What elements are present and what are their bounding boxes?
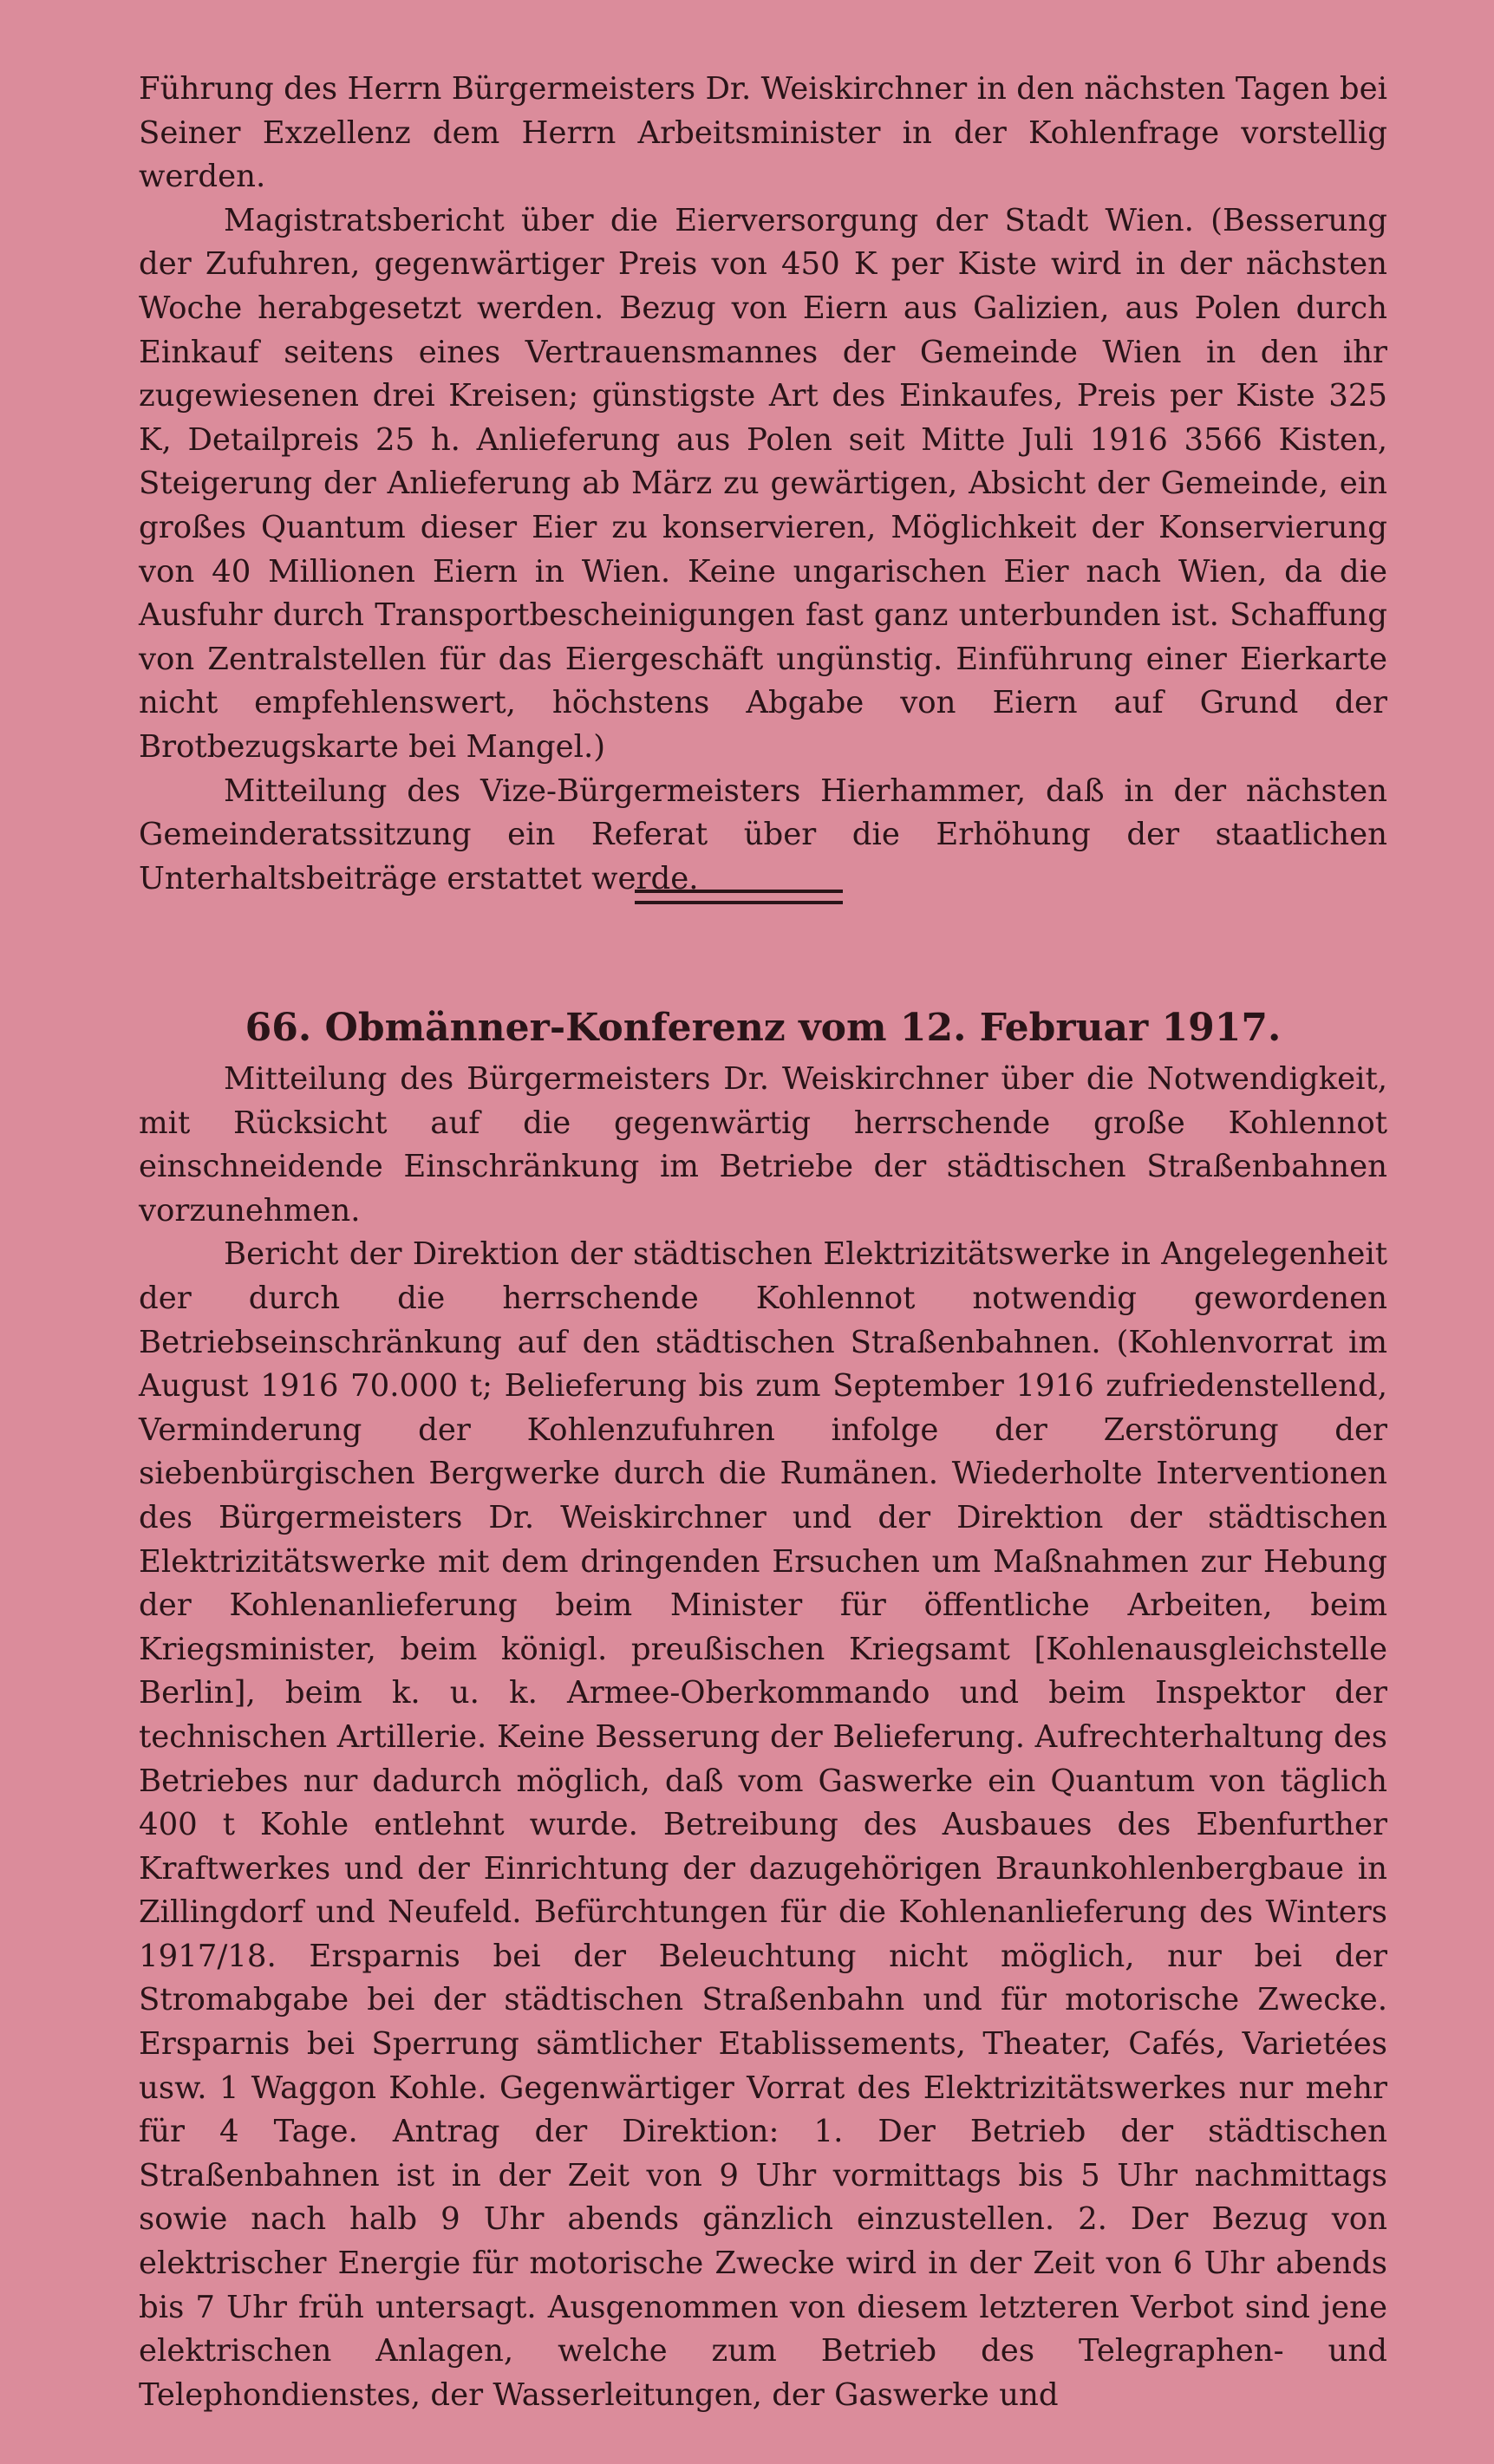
section-divider-bottom-line [635,901,843,904]
paragraph-direction-report: Bericht der Direktion der städtischen Elektrizitätswerke in Angelegenheit der durch die herrschende Kohlennot notwendig gewordenen Betriebseinschränkung auf den städtischen Straßenbahnen. (Kohlenvorrat im August 1916 70.000 t; Belieferung bis zum September 1916 zufriedenstellend, Verminderung der Kohlenzufuhren infolge der Zerstörung der siebenbürgischen Bergwerke durch die Rumänen. Wiederholte Interventionen des Bürgermeisters Dr. Weiskirchner und der Direktion der städtischen Elektrizitätswerke mit dem dringenden Ersuchen um Maßnahmen zur Hebung der Kohlenanlieferung beim Minister für öffentliche Arbeiten, beim Kriegsminister, beim königl. preußischen Kriegsamt [Kohlenausgleichstelle Berlin], beim k. u. k. Armee-Oberkommando und beim Inspektor der technischen Artillerie. Keine Besserung der Belieferung. Aufrechterhaltung des Betriebes nur dadurch möglich, daß vom Gaswerke ein Quantum von täglich 400 t Kohle entlehnt wurde. Betreibung des Ausbaues des Ebenfurther Kraftwerkes und der Einrichtung der dazugehörigen Braunkohlenbergbaue in Zillingdorf und Neufeld. Befürchtungen für die Kohlenanlieferung des Winters 1917/18. Ersparnis bei der Beleuchtung nicht möglich, nur bei der Stromabgabe bei der städtischen Straßenbahn und für motorische Zwecke. Ersparnis bei Sperrung sämtlicher Etablissements, Theater, Cafés, Varietées usw. 1 Waggon Kohle. Gegenwärtiger Vorrat des Elektrizitätswerkes nur mehr für 4 Tage. Antrag der Direktion: 1. Der Betrieb der städtischen Straßenbahnen ist in der Zeit von 9 Uhr vormittags bis 5 Uhr nachmittags sowie nach halb 9 Uhr abends gänzlich einzustellen. 2. Der Bezug von elektrischer Energie für motorische Zwecke wird in der Zeit von 6 Uhr abends bis 7 Uhr früh untersagt. Ausgenommen von diesem letzteren Verbot sind jene elektrischen Anlagen, welche zum Betrieb des Telegraphen- und Telephondienstes, der Wasserleitungen, der Gaswerke und [139,1236,1387,2413]
top-section [139,68,1387,901]
paragraph-vice-mayor: Mitteilung des Vize-Bürgermeisters Hierhammer, daß in der nächsten Gemeinderatssitzung ein Referat über die Erhöhung der staatlichen Unterhaltsbeiträge erstattet werde. [139,772,1387,896]
main-section [139,1058,1387,2417]
section-divider-top-line [635,890,843,893]
paragraph-egg-report: Magistratsbericht über die Eierversorgung der Stadt Wien. (Besserung der Zufuhren, gegenwärtiger Preis von 450 K per Kiste wird in der nächsten Woche herabgesetzt werden. Bezug von Eiern aus Galizien, aus Polen durch Einkauf seitens eines Vertrauensmannes der Gemeinde Wien in den ihr zugewiesenen drei Kreisen; günstigste Art des Einkaufes, Preis per Kiste 325 K, Detailpreis 25 h. Anlieferung aus Polen seit Mitte Juli 1916 3566 Kisten, Steigerung der Anlieferung ab März zu gewärtigen, Absicht der Gemeinde, ein großes Quantum dieser Eier zu konservieren, Möglichkeit der Konservierung von 40 Millionen Eiern in Wien. Keine ungarischen Eier nach Wien, da die Ausfuhr durch Transportbescheinigungen fast ganz unterbunden ist. Schaffung von Zentralstellen für das Eiergeschäft ungünstig. Einführung einer Eierkarte nicht empfehlenswert, höchstens Abgabe von Eiern auf Grund der Brotbezugskarte bei Mangel.) [139,202,1387,765]
paragraph-continued: Führung des Herrn Bürgermeisters Dr. Weiskirchner in den nächsten Tagen bei Seiner Exzellenz dem Herrn Arbeitsminister in der Kohlenfrage vorstellig werden. [139,71,1387,195]
paragraph-mayor-notice: Mitteilung des Bürgermeisters Dr. Weiskirchner über die Notwendigkeit, mit Rücksicht auf die gegenwärtig herrschende große Kohlennot einschneidende Einschränkung im Betriebe der städtischen Straßenbahnen vorzunehmen. [139,1061,1387,1229]
section-heading: 66. Obmänner-Konferenz vom 12. Februar 1917. [245,1006,1282,1050]
